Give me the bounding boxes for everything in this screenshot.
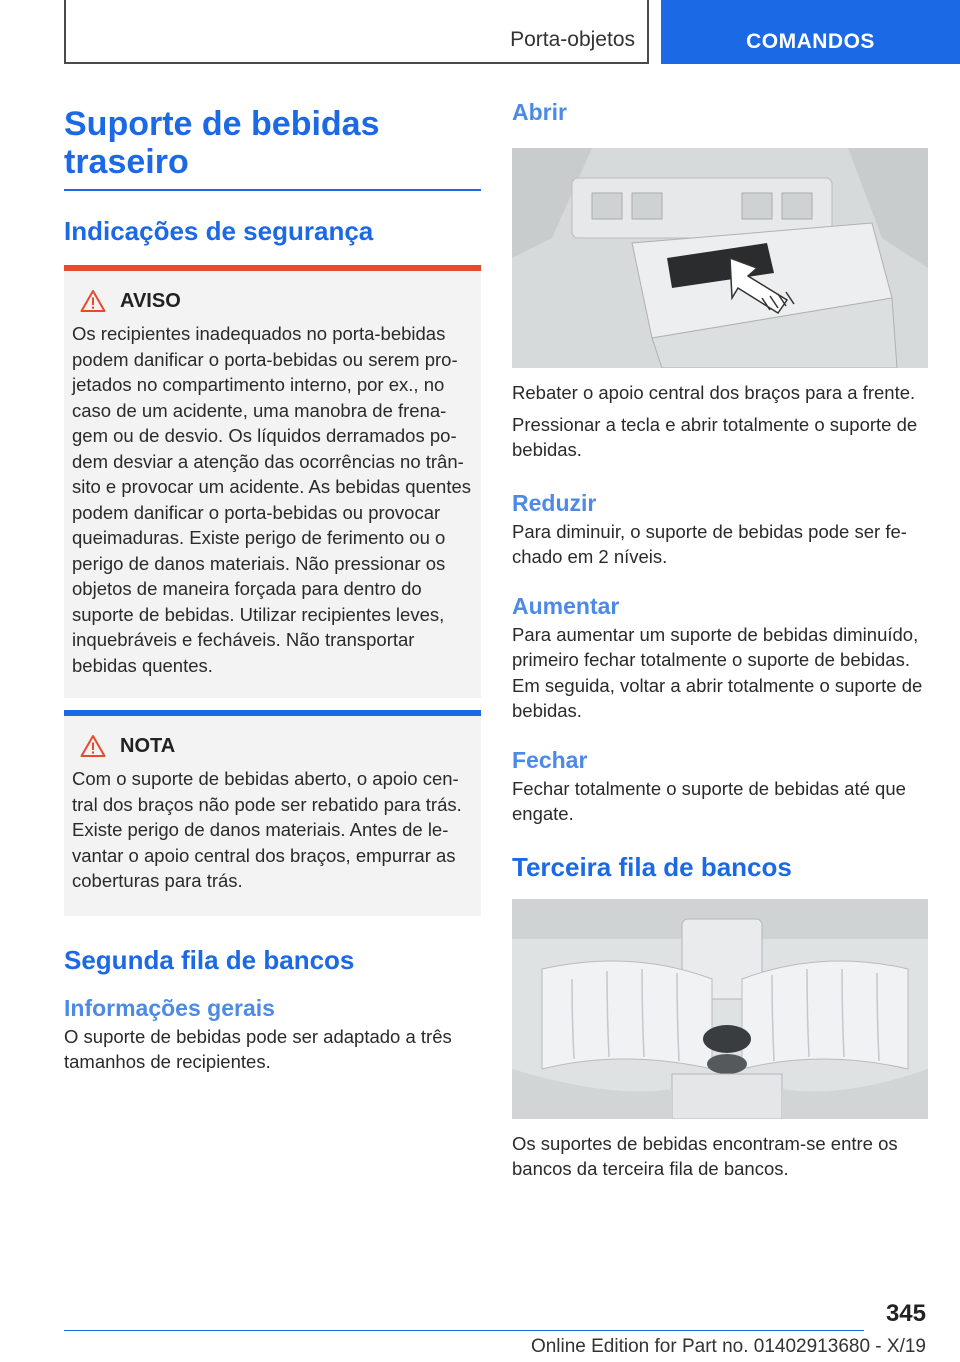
- reduce-text: Para diminuir, o suporte de bebidas pode ser fechado em 2 níveis.: [512, 520, 907, 567]
- title-rule: [64, 189, 481, 191]
- open-heading: Abrir: [512, 99, 567, 125]
- open-text-1: Rebater o apoio central dos braços para a frente.: [512, 382, 916, 403]
- left-column: [64, 105, 481, 1075]
- header-chapter-tab: [661, 0, 960, 64]
- page-title-line1: Suporte de bebidas: [64, 105, 380, 143]
- note-box: [64, 710, 481, 916]
- third-row-heading: Terceira fila de bancos: [512, 851, 792, 882]
- third-row-seats-photo: [512, 899, 928, 1119]
- reduce-heading: Reduzir: [512, 489, 597, 516]
- increase-text: Para aumentar um suporte de bebidas diminuído, primeiro fechar totalmente o suporte de bebidas. Em seguida, voltar a abrir totalmente o suporte de bebidas.: [512, 623, 923, 721]
- note-header: [72, 734, 473, 758]
- third-row-text: Os suportes de bebidas encontram-se entre os bancos da terceira fila de bancos.: [512, 1132, 898, 1179]
- armrest-illustration: [512, 148, 928, 368]
- general-info-text: O suporte de bebidas pode ser adaptado a três tamanhos de recipientes.: [64, 1025, 452, 1072]
- seats-illustration: [512, 899, 928, 1119]
- footer-rule: [64, 1330, 864, 1331]
- right-column: [512, 98, 928, 1182]
- armrest-cupholder-photo: [512, 148, 928, 368]
- page-title: [64, 105, 481, 181]
- header-section-tab: [64, 0, 649, 64]
- header-chapter-label: COMANDOS: [746, 30, 875, 53]
- second-row-heading: Segunda fila de bancos: [64, 944, 355, 975]
- warning-label: AVISO: [120, 289, 181, 312]
- warning-header: [72, 289, 473, 313]
- page-number: 345: [885, 1300, 926, 1327]
- page-title-line2: traseiro: [64, 143, 189, 181]
- close-text: Fechar totalmente o suporte de bebidas até que engate.: [512, 777, 906, 824]
- general-info-heading: Informações gerais: [64, 994, 275, 1021]
- close-heading: Fechar: [512, 746, 588, 773]
- note-text: Com o suporte de bebidas aberto, o apoio central dos braços não pode ser rebatido para trás. Existe perigo de danos materiais. Antes de levantar o apoio central dos braços, empurrar as coberturas para trás.: [72, 768, 462, 891]
- open-text-2: Pressionar a tecla e abrir totalmente o suporte de bebidas.: [512, 413, 918, 460]
- warning-box: [64, 265, 481, 698]
- warning-triangle-icon: [80, 289, 106, 313]
- header-section-label: Porta-objetos: [510, 28, 635, 51]
- increase-heading: Aumentar: [512, 592, 620, 619]
- safety-heading: Indicações de segurança: [64, 216, 374, 246]
- note-label: NOTA: [120, 734, 176, 757]
- caution-triangle-icon: [80, 734, 106, 758]
- footer-edition: Online Edition for Part no. 01402913680 - X/19: [530, 1336, 926, 1357]
- warning-text: Os recipientes inadequados no porta-bebidas podem danificar o porta-bebidas ou serem projetados no compartimento interno, por ex., no caso de um acidente, uma manobra de frenagem ou de desvio. Os líquidos derramados podem desviar a atenção das ocorrências no trânsito e provocar um acidente. As bebidas quentes podem danificar o porta-bebidas ou provocar queimaduras. Existe perigo de ferimento ou o perigo de danos materiais. Não pressionar os objetos de maneira forçada para dentro do suporte de bebidas. Utilizar recipientes leves, inquebráveis e fecháveis. Não transportar bebidas quentes.: [72, 323, 472, 676]
